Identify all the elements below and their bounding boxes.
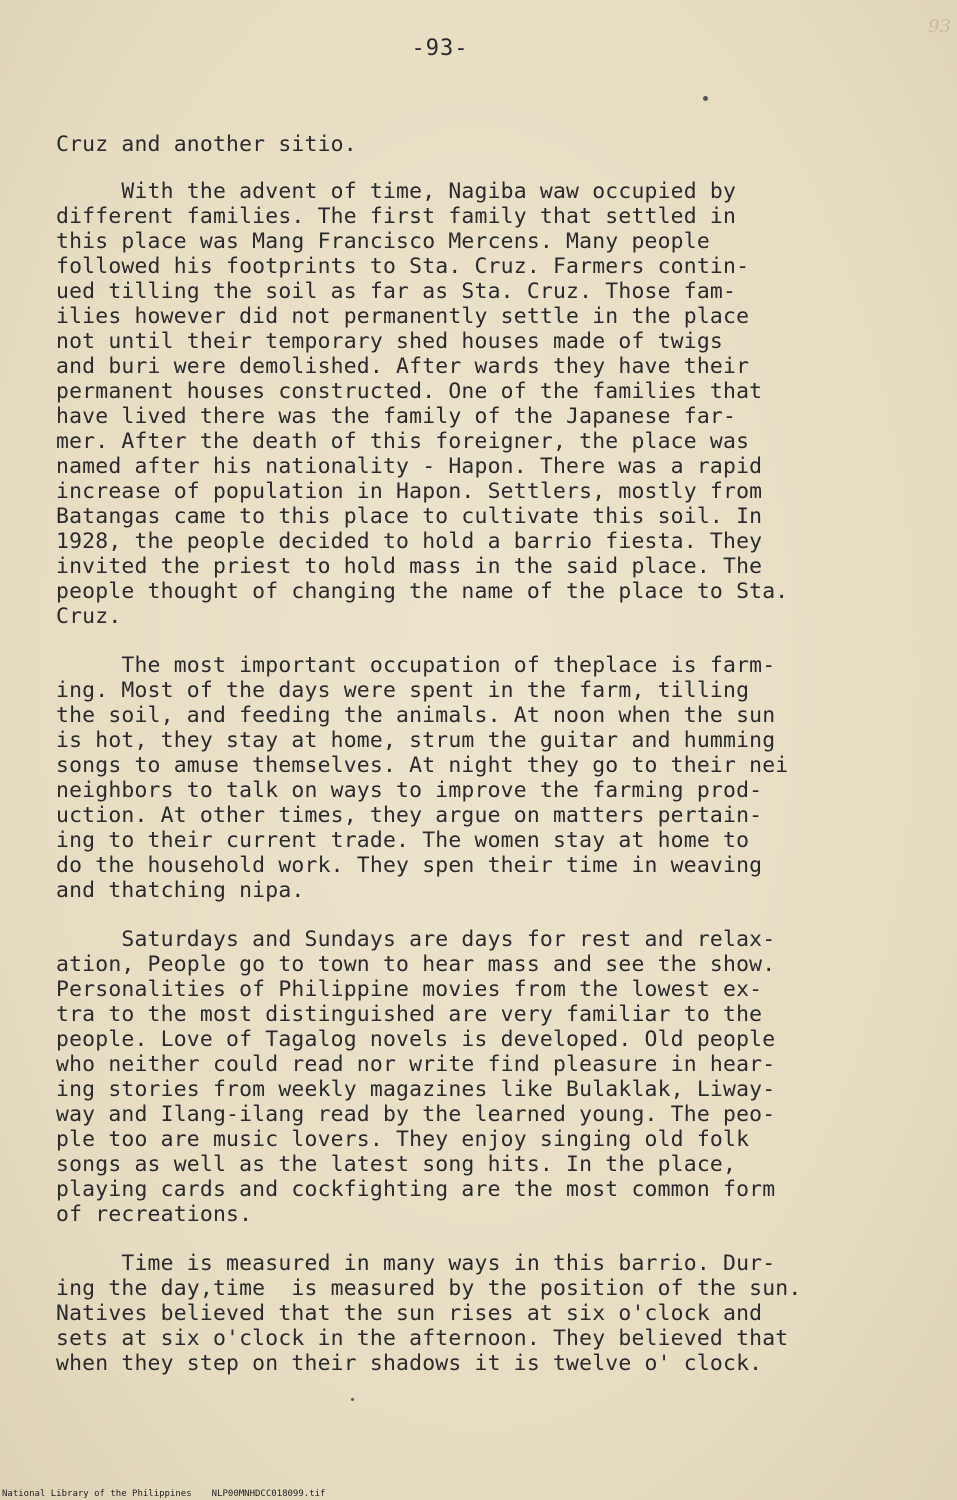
text-line: is hot, they stay at home, strum the guitar and humming (56, 728, 776, 753)
footer-institution: National Library of the Philippines (2, 1489, 192, 1499)
text-line: ation, People go to town to hear mass and see the show. (56, 952, 776, 977)
text-line: and thatching nipa. (56, 878, 305, 903)
text-line: followed his footprints to Sta. Cruz. Farmers contin- (56, 254, 750, 279)
text-line: 1928, the people decided to hold a barrio fiesta. They (56, 529, 763, 554)
text-line: Time is measured in many ways in this barrio. Dur- (56, 1251, 776, 1276)
text-line: when they step on their shadows it is twelve o' clock. (56, 1351, 763, 1376)
text-line: different families. The first family that settled in (56, 204, 737, 229)
text-line: of recreations. (56, 1202, 253, 1227)
text-line: way and Ilang-ilang read by the learned young. The peo- (56, 1102, 776, 1127)
text-line: The most important occupation of theplace is farm- (56, 653, 776, 678)
text-line: not until their temporary shed houses made of twigs (56, 329, 723, 354)
text-line: Cruz and another sitio. (56, 132, 357, 157)
footer-file-id: NLP00MNHDCC018099.tif (211, 1489, 326, 1499)
page-number: -93- (411, 36, 469, 61)
text-line: neighbors to talk on ways to improve the farming prod- (56, 778, 763, 803)
text-line: playing cards and cockfighting are the most common form (56, 1177, 776, 1202)
text-line: ple too are music lovers. They enjoy singing old folk (56, 1127, 750, 1152)
text-line: people. Love of Tagalog novels is developed. Old people (56, 1027, 776, 1052)
text-line: who neither could read nor write find pleasure in hear- (56, 1052, 776, 1077)
text-line: this place was Mang Francisco Mercens. Many people (56, 229, 710, 254)
text-line: mer. After the death of this foreigner, the place was (56, 429, 750, 454)
text-line: Saturdays and Sundays are days for rest and relax- (56, 927, 776, 952)
text-line: increase of population in Hapon. Settlers, mostly from (56, 479, 763, 504)
text-line: ilies however did not permanently settle in the place (56, 304, 750, 329)
paragraph (56, 653, 916, 903)
text-line: the soil, and feeding the animals. At noon when the sun (56, 703, 776, 728)
body-text (56, 132, 916, 1400)
ink-speck (703, 96, 708, 101)
text-line: songs to amuse themselves. At night they go to their nei (56, 753, 789, 778)
paragraph (56, 132, 916, 157)
text-line: ing to their current trade. The women stay at home to (56, 828, 750, 853)
paragraph (56, 179, 916, 629)
paragraph (56, 1251, 916, 1376)
text-line: ued tilling the soil as far as Sta. Cruz. Those fam- (56, 279, 737, 304)
paragraph (56, 927, 916, 1227)
text-line: Natives believed that the sun rises at six o'clock and (56, 1301, 763, 1326)
text-line: uction. At other times, they argue on matters pertain- (56, 803, 763, 828)
text-line: do the household work. They spen their time in weaving (56, 853, 763, 878)
text-line: Batangas came to this place to cultivate this soil. In (56, 504, 763, 529)
text-line: invited the priest to hold mass in the said place. The (56, 554, 763, 579)
text-line: ing the day,time is measured by the position of the sun. (56, 1276, 802, 1301)
text-line: have lived there was the family of the Japanese far- (56, 404, 737, 429)
text-line: people thought of changing the name of the place to Sta. (56, 579, 789, 604)
text-line: tra to the most distinguished are very familiar to the (56, 1002, 763, 1027)
text-line: and buri were demolished. After wards they have their (56, 354, 750, 379)
handwritten-page-mark: 93 (928, 16, 951, 37)
text-line: songs as well as the latest song hits. In the place, (56, 1152, 737, 1177)
scan-footer (2, 1489, 325, 1499)
text-line: With the advent of time, Nagiba waw occupied by (56, 179, 737, 204)
text-line: ing. Most of the days were spent in the farm, tilling (56, 678, 750, 703)
text-line: Personalities of Philippine movies from the lowest ex- (56, 977, 763, 1002)
text-line: ing stories from weekly magazines like Bulaklak, Liway- (56, 1077, 776, 1102)
text-line: Cruz. (56, 604, 122, 629)
text-line: named after his nationality - Hapon. There was a rapid (56, 454, 763, 479)
text-line: sets at six o'clock in the afternoon. They believed that (56, 1326, 789, 1351)
text-line: permanent houses constructed. One of the families that (56, 379, 763, 404)
